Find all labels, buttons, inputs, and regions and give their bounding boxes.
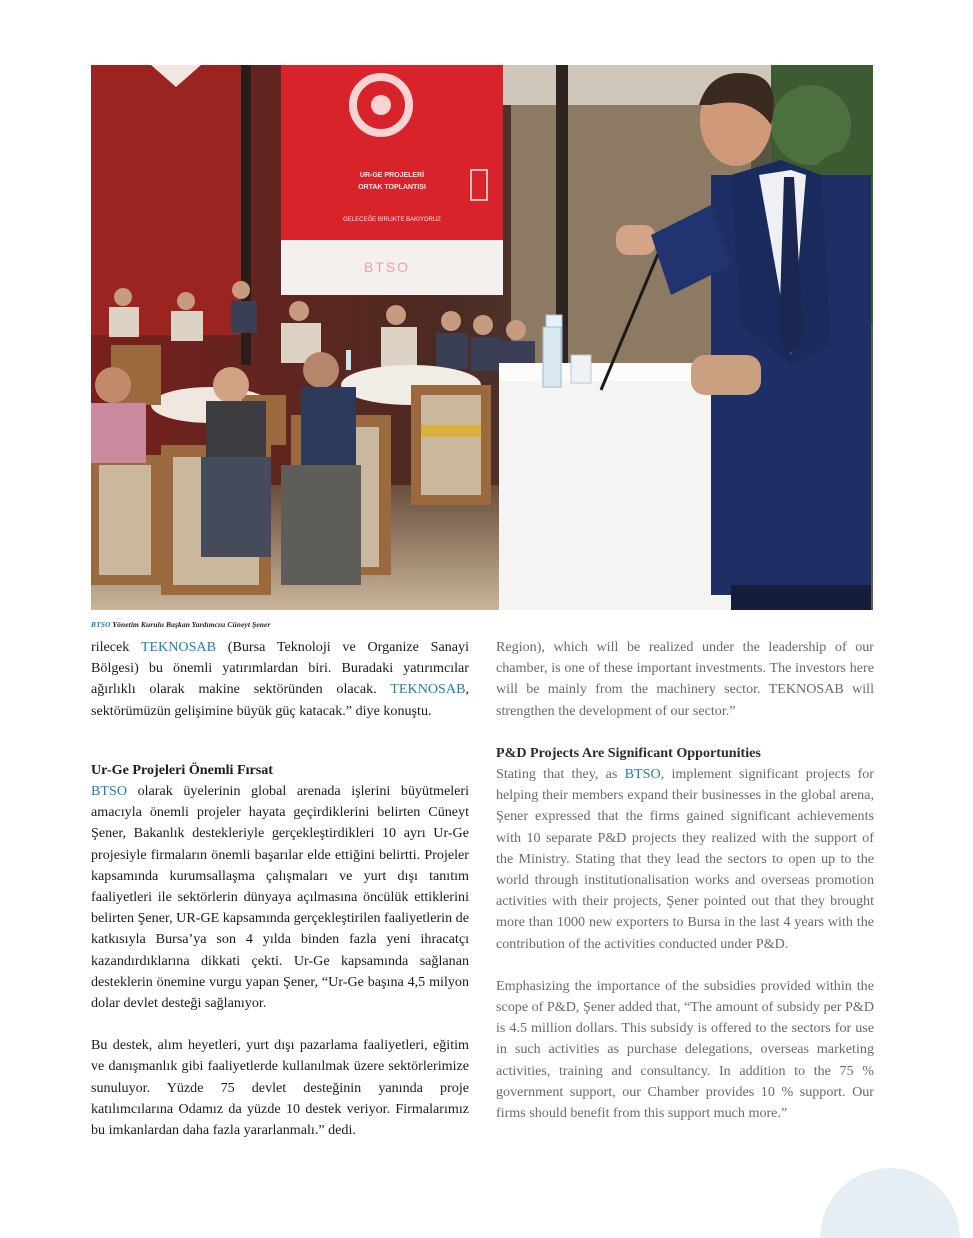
tr-p1-text-a: rilecek: [91, 639, 141, 655]
spacer: [496, 722, 874, 743]
tr-p1-text-b: (Bursa Teknoloji ve Organize Sanayi Bölgesi) bu önemli yatırımlardan biri. Buradaki yatırımcılar ağırlıklı olarak makine sektöründen olacak.: [91, 639, 469, 698]
en-p2-text-a: Stating that they, as: [496, 766, 625, 783]
event-photo: [91, 65, 873, 610]
teknosab-link-2[interactable]: TEKNOSAB: [390, 681, 466, 698]
spacer: [91, 743, 469, 760]
btso-link-en[interactable]: BTSO: [624, 766, 661, 783]
english-column: [496, 637, 874, 1124]
spacer: [496, 955, 874, 976]
en-p2-text-b: , implement significant projects for helping their members expand their businesses in the global arena, Şener expressed that the firms gained significant achievements with 10 separate P&D projects they realized with the support of the Ministry. Stating that they lead the sectors to open up to the world through institutionalisation works and overseas promotion activities with their projects, Şener pointed out that they brought more than 1000 new exporters to Bursa in the last 4 years with the contribution of the activities conducted under P&D.: [496, 766, 874, 952]
caption-text: Yönetim Kurulu Başkan Yardımcısı Cüneyt Şener: [110, 620, 271, 629]
caption-brand: BTSO: [91, 620, 111, 629]
tr-paragraph-2: [91, 781, 469, 1014]
screen-title-line-3: GELECEĞE BİRLİKTE BAKIYORUZ: [343, 217, 441, 223]
spacer: [91, 722, 469, 743]
en-paragraph-2: [496, 764, 874, 955]
photo-caption: [91, 620, 271, 629]
turkish-column: [91, 637, 469, 1141]
speaker-at-podium-image: [91, 65, 873, 610]
tr-paragraph-1: [91, 637, 469, 722]
screen-title-line-2: ORTAK TOPLANTISI: [358, 184, 426, 191]
screen-title-line-1: UR-GE PROJELERİ: [359, 172, 425, 179]
tr-paragraph-3: Bu destek, alım heyetleri, yurt dışı pazarlama faaliyetleri, eğitim ve danışmanlık gibi faaliyetlerde kullanılmak üzere sektörlerimize sunuluyor. Yüzde 75 devlet desteğinin yanında proje katılımcılarına Odamız da yüzde 10 destek veriyor. Firmalarımız bu imkanlardan daha fazla yararlanmalı.” dedi.: [91, 1037, 469, 1139]
decorative-shape: [820, 1168, 960, 1238]
en-paragraph-1: Region), which will be realized under the leadership of our chamber, is one of these important investments. The investors here will be mainly from the machinery sector. TEKNOSAB will strengthen the development of our sector.”: [496, 639, 874, 719]
en-section-heading: P&D Projects Are Significant Opportunities: [496, 744, 761, 761]
en-paragraph-3: Emphasizing the importance of the subsidies provided within the scope of P&D, Şener added that, “The amount of subsidy per P&D is 4.5 million dollars. This subsidy is offered to the sectors for use in such activities as purchase delegations, overseas marketing activities, training and consultancy. In addition to the 75 % government support, our Chamber provides 10 % support. Our firms should benefit from this support much more.”: [496, 977, 874, 1122]
tr-p2-text: olarak üyelerinin global arenada işlerini büyütmeleri amacıyla önemli projeler hayata geçirdiklerini belirten Cüneyt Şener, Bakanlık destekleriyle gerçekleştirdikleri 10 ayrı Ur-Ge projesiyle firmaların önemli başarılar elde ettiğini belirtti. Projeler kapsamında kurumsallaşma çalışmaları ve yurt dışı tanıtım faaliyetleri ile sektörlerin dünyaya açılmasına öncülük ettiklerini belirten Şener, UR-GE kapsamında gerçekleştirilen faaliyetlerin de katkısıyla Bursa’ya son 4 yılda binden fazla yeni ihracatçı kazandırdıklarına dikkati çekti. Ur-Ge kapsamında sağlanan desteklerin önemine vurgu yapan Şener, “Ur-Ge başına 4,5 milyon dolar devlet desteği sağlanıyor.: [91, 783, 469, 1012]
spacer: [91, 1014, 469, 1035]
btso-link[interactable]: BTSO: [91, 783, 128, 800]
tr-p1-text-c: , sektörümüzün gelişimine büyük güç katacak.” diye konuştu.: [91, 681, 469, 719]
screen-brand: BTSO: [363, 259, 411, 275]
tr-section-heading: Ur-Ge Projeleri Önemli Fırsat: [91, 761, 273, 778]
teknosab-link[interactable]: TEKNOSAB: [140, 639, 217, 655]
